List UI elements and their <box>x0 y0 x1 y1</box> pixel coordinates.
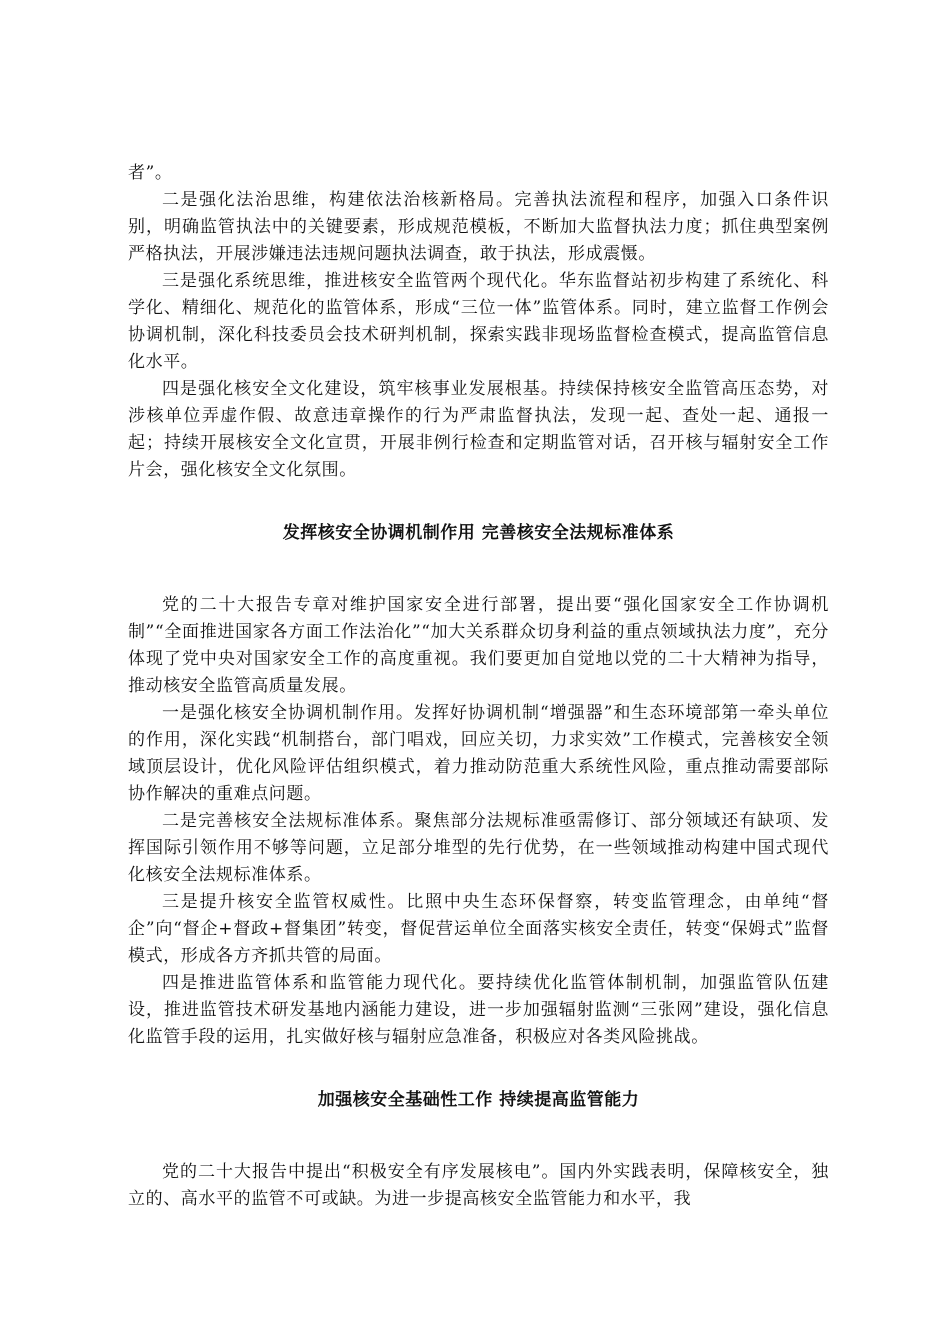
paragraph-regulation-standards: 二是完善核安全法规标准体系。聚焦部分法规标准亟需修订、部分领域还有缺项、发挥国际引领作用不够等问题，立足部分堆型的先行优势，在一些领域推动构建中国式现代化核安全法规标准体系。 <box>128 811 829 885</box>
section-heading-capacity: 加强核安全基础性工作 持续提高监管能力 <box>317 1090 640 1110</box>
section-2 <box>128 592 829 1051</box>
paragraph-continuation: 者”。 <box>128 163 173 183</box>
paragraph-system-thinking: 三是强化系统思维，推进核安全监管两个现代化。华东监督站初步构建了系统化、科学化、精细化、规范化的监管体系，形成“三位一体”监管体系。同时，建立监督工作例会协调机制，深化科技委员会技术研判机制，探索实践非现场监督检查模式，提高监管信息化水平。 <box>128 271 829 372</box>
section-3 <box>128 1159 829 1213</box>
section-1 <box>128 160 829 484</box>
document-page <box>128 160 829 1213</box>
paragraph-safety-culture: 四是强化核安全文化建设，筑牢核事业发展根基。持续保持核安全监管高压态势，对涉核单位弄虚作假、故意违章操作的行为严肃监督执法，发现一起、查处一起、通报一起；持续开展核安全文化宣贯，开展非例行检查和定期监管对话，召开核与辐射安全工作片会，强化核安全文化氛围。 <box>128 379 829 480</box>
paragraph-modernization: 四是推进监管体系和监管能力现代化。要持续优化监管体制机制，加强监管队伍建设，推进监管技术研发基地内涵能力建设，进一步加强辐射监测“三张网”建设，强化信息化监管手段的运用，扎实做好核与辐射应急准备，积极应对各类风险挑战。 <box>128 973 829 1047</box>
paragraph-intro-security: 党的二十大报告专章对维护国家安全进行部署，提出要“强化国家安全工作协调机制”“全面推进国家各方面工作法治化”“加大关系群众切身利益的重点领域执法力度”，充分体现了党中央对国家安全工作的高度重视。我们要更加自觉地以党的二十大精神为指导，推动核安全监管高质量发展。 <box>128 595 829 696</box>
section-heading-coordination: 发挥核安全协调机制作用 完善核安全法规标准体系 <box>282 523 675 543</box>
paragraph-rule-of-law: 二是强化法治思维，构建依法治核新格局。完善执法流程和程序，加强入口条件识别，明确监管执法中的关键要素，形成规范模板，不断加大监督执法力度；抓住典型案例严格执法，开展涉嫌违法违规问题执法调查，敢于执法，形成震慑。 <box>128 190 829 264</box>
paragraph-nuclear-development: 党的二十大报告中提出“积极安全有序发展核电”。国内外实践表明，保障核安全，独立的、高水平的监管不可或缺。为进一步提高核安全监管能力和水平，我 <box>128 1162 829 1209</box>
paragraph-regulatory-authority: 三是提升核安全监管权威性。比照中央生态环保督察，转变监管理念，由单纯“督企”向“督企+督政+督集团”转变，督促营运单位全面落实核安全责任，转变“保姆式”监督模式，形成各方齐抓共管的局面。 <box>128 892 829 966</box>
paragraph-coordination-mechanism: 一是强化核安全协调机制作用。发挥好协调机制“增强器”和生态环境部第一牵头单位的作用，深化实践“机制搭台，部门唱戏，回应关切，力求实效”工作模式，完善核安全领域顶层设计，优化风险评估组织模式，着力推动防范重大系统性风险，重点推动需要部际协作解决的重难点问题。 <box>128 703 829 804</box>
